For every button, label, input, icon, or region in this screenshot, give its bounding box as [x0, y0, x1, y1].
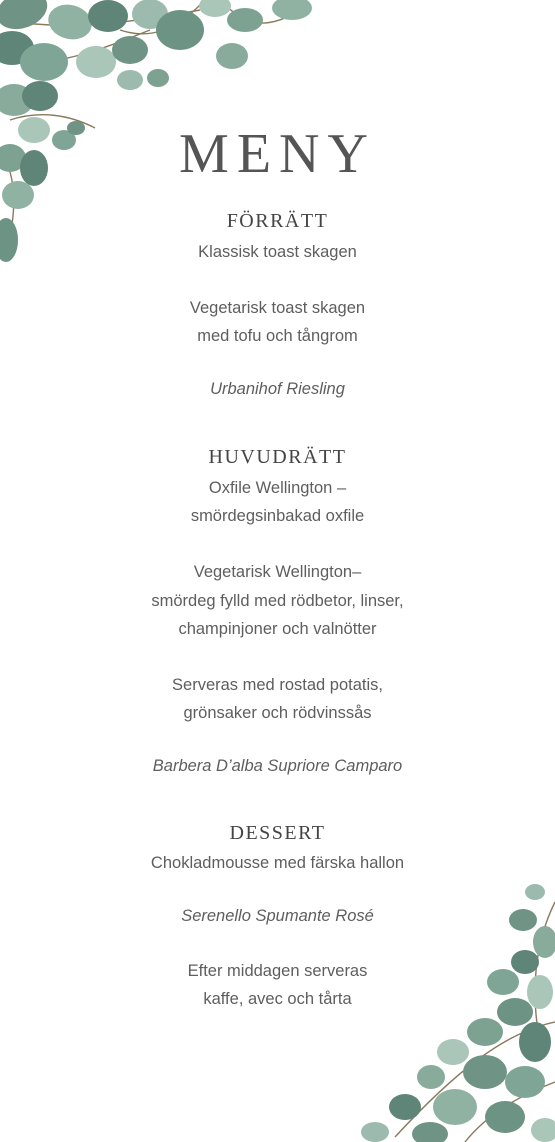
menu-title: MENY	[179, 123, 376, 185]
after-dinner-line-1: Efter middagen serveras	[187, 962, 368, 980]
dessert-wine: Serenello Spumante Rosé	[181, 907, 374, 925]
huvudratt-wine: Barbera D’alba Supriore Camparo	[152, 757, 403, 775]
forratt-dish-2-line-1: Vegetarisk toast skagen	[189, 299, 366, 317]
after-dinner-line-2: kaffe, avec och tårta	[203, 990, 352, 1008]
dessert-heading: DESSERT	[229, 822, 326, 844]
huvudratt-side-line-1: Serveras med rostad potatis,	[172, 676, 383, 694]
huvudratt-dish-1-line-1: Oxfile Wellington –	[208, 479, 347, 497]
huvudratt-dish-2-line-2: smördeg fylld med rödbetor, linser,	[151, 592, 404, 610]
huvudratt-heading: HUVUDRÄTT	[208, 446, 347, 468]
dessert-dish-1: Chokladmousse med färska hallon	[150, 854, 405, 872]
forratt-heading: FÖRRÄTT	[226, 210, 329, 232]
forratt-dish-2-line-2: med tofu och tångrom	[197, 327, 358, 345]
huvudratt-dish-2-line-1: Vegetarisk Wellington–	[193, 563, 362, 581]
huvudratt-side-line-2: grönsaker och rödvinssås	[183, 704, 372, 722]
forratt-dish-1: Klassisk toast skagen	[198, 243, 357, 261]
huvudratt-dish-2-line-3: champinjoner och valnötter	[178, 620, 377, 638]
huvudratt-dish-1-line-2: smördegsinbakad oxfile	[190, 507, 365, 525]
forratt-wine: Urbanihof Riesling	[210, 380, 345, 398]
